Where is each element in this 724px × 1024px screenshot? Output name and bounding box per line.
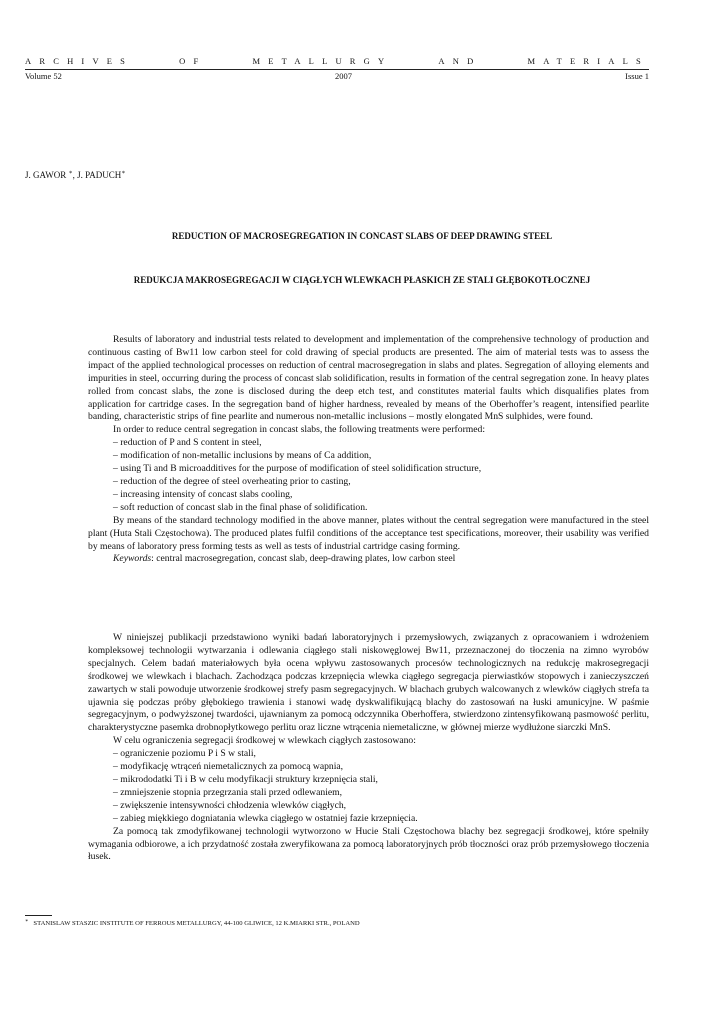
abstract-polish [88,632,649,864]
list-item: – ograniczenie poziomu P i S w stali, [113,748,256,760]
affiliation-mark: ∗ [121,170,126,176]
title-english: REDUCTION OF MACROSEGREGATION IN CONCAST SLABS OF DEEP DRAWING STEEL [171,231,553,241]
list-item: – zabieg miękkiego dogniatania wlewka ciągłego w ostatniej fazie krzepnięcia. [113,812,418,824]
journal-word: MATERIALS [527,56,649,66]
list-item: – zmniejszenie stopnia przegrzania stali przed odlewaniem, [113,786,343,798]
journal-word: ARCHIVES [25,56,134,66]
list-item: – modification of non-metallic inclusions by means of Ca addition, [113,450,372,462]
abstract-paragraph: Za pomocą tak zmodyfikowanej technologii wytworzono w Hucie Stali Częstochowa blachy bez segregacji środkowej, które spełniły wymagania odbiorowe, a ich przydatność została zweryfikowana za pomocą laboratoryjnych prób tłoczności oraz prób przemysłowego tłoczenia łusek. [88,825,649,863]
volume-label: Volume 52 [25,71,62,81]
abstract-paragraph: By means of the standard technology modified in the above manner, plates without the central segregation were manufactured in the steel plant (Huta Stali Częstochowa). The produced plates fulfil conditions of the acceptance test specifications, moreover, their usability was verified by means of laboratory press forming tests as well as tests of industrial cartridge casing forming. [88,514,649,552]
year-label: 2007 [335,71,353,81]
list-item: – increasing intensity of concast slabs cooling, [113,488,293,500]
list-item: – mikrododatki Ti i B w celu modyfikacji struktury krzepnięcia stali, [113,773,378,785]
author-name: J. GAWOR [25,170,67,180]
list-item: – reduction of P and S content in steel, [113,437,262,449]
abstract-paragraph: W niniejszej publikacji przedstawiono wyniki badań laboratoryjnych i przemysłowych, związanych z opracowaniem i wdrożeniem kompleksowej technologii wytwarzania i odlewania ciągłego stali niskowęglowej Bw11, przeznaczonej do tłoczenia na zimno wyrobów specjalnych. Celem badań materiałowych była ocena wpływu zastosowanych procesów technologicznych na redukcję makrosegregacji środkowej we wlewkach i blachach. Zachodząca podczas krzepnięcia wlewka ciągłego segregacja pierwiastków stopowych i zanieczyszczeń zawartych w stali powoduje utworzenie środkowej strefy pasm segregacyjnych. W blachach grubych walcowanych z wlewków ciągłych strefa ta ujawnia się podczas próby głębokiego trawienia i stanowi wadę dyskwalifikującą blachy do zastosowań na łuski amunicyjne. W paśmie segregacyjnym, o podwyższonej twardości, ujawnianym za pomocą odczynnika Oberhoffera, stwierdzono zintensyfikowaną pasmowość perlitu, charakterystyczne pasemka drobnopłytkowego perlitu oraz liczne wtrącenia niemetaliczne, w głównej mierze wydłużone siarczki MnS. [88,632,649,734]
keywords-text: : central macrosegregation, concast slab, deep-drawing plates, low carbon steel [151,553,456,565]
keywords-label: Keywords [113,553,152,565]
abstract-paragraph: In order to reduce central segregation in concast slabs, the following treatments were performed: [113,424,486,436]
footnote-rule [25,915,52,916]
list-item: – reduction of the degree of steel overheating prior to casting, [113,475,351,487]
affiliation-mark: ∗ [68,170,73,176]
abstract-english [88,334,649,566]
author-list [25,169,125,180]
abstract-paragraph: W celu ograniczenia segregacji środkowej w wlewkach ciągłych zastosowano: [113,735,416,747]
footnote-text: STANISLAW STASZIC INSTITUTE OF FERROUS METALLURGY, 44-100 GLIWICE, 12 K.MIARKI STR., POLAND [33,920,360,928]
journal-name [25,56,649,66]
author-name: J. PADUCH [77,170,122,180]
keywords [88,553,649,566]
list-item: – soft reduction of concast slab in the final phase of solidification. [113,501,368,513]
title-polish: REDUKCJA MAKROSEGREGACJI W CIĄGŁYCH WLEWKACH PŁASKICH ZE STALI GŁĘBOKOTŁOCZNEJ [133,275,591,285]
abstract-paragraph: Results of laboratory and industrial tests related to development and implementation of the comprehensive technology of production and continuous casting of Bw11 low carbon steel for cold drawing of special products are presented. The aim of material tests was to assess the impact of the applied technological processes on reduction of central macrosegregation in slabs and plates. Segregation of alloying elements and impurities in steel, occurring during the process of concast slab solidification, results in formation of the central segregation zone. In heavy plates rolled from concast slabs, the zone is disclosed during the deep etch test, and constitutes material faults which disqualifies plates from application for cartridge cases. In the segregation band of higher hardness, revealed by means of the Oberhoffer’s reagent, intensified pearlite banding, characteristic strips of fine pearlite and numerous non-metallic inclusions – mostly elongated MnS sulphides, were found. [88,334,649,423]
journal-word: OF [179,56,207,66]
journal-word: METALLURGY [252,56,393,66]
journal-word: AND [438,56,482,66]
footnote-mark: ∗ [25,919,29,924]
author-separator: , [72,170,75,180]
issue-meta [25,71,649,81]
footnote [25,918,360,927]
issue-label: Issue 1 [625,71,649,81]
header-rule [25,69,649,70]
list-item: – using Ti and B microadditives for the purpose of modification of steel solidification structure, [113,463,482,475]
list-item: – modyfikację wtrąceń niemetalicznych za pomocą wapnia, [113,761,344,773]
list-item: – zwiększenie intensywności chłodzenia wlewków ciągłych, [113,799,347,811]
